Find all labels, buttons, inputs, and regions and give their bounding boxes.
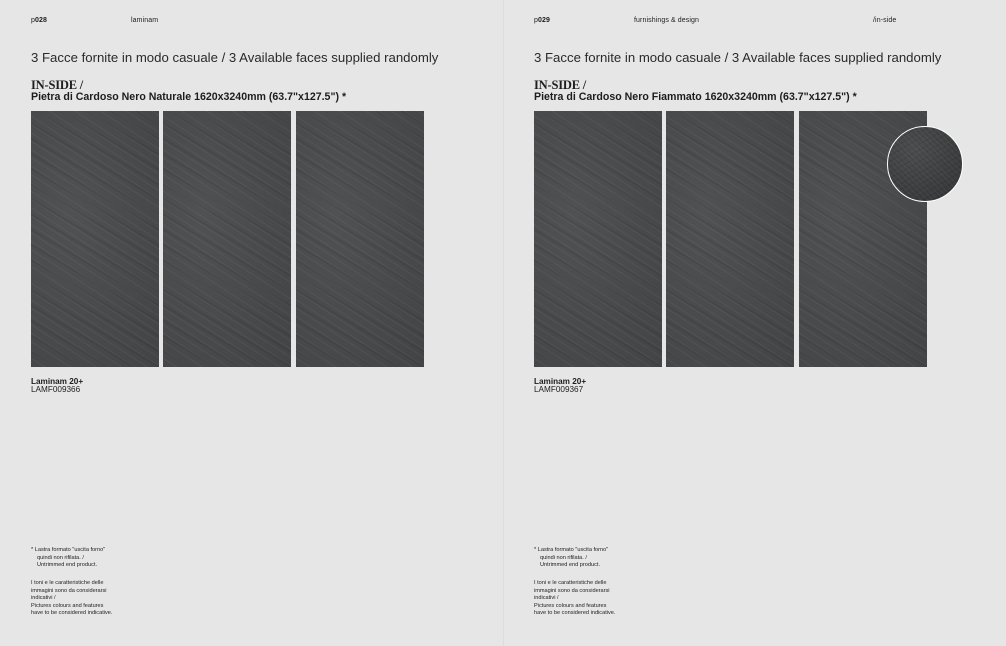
footnote-line: quindi non rifilata. /: [540, 554, 587, 561]
slab-face-2: [666, 111, 794, 367]
slab-face-3: [296, 111, 424, 367]
footnote-line: have to be considered indicative.: [534, 610, 616, 617]
footnote-line: Untrimmed end product.: [540, 562, 601, 569]
footnote-trim: [31, 547, 141, 570]
product-subtitle: Pietra di Cardoso Nero Naturale 1620x3240mm (63.7"x127.5") *: [31, 91, 347, 103]
product-subtitle: Pietra di Cardoso Nero Fiammato 1620x3240mm (63.7"x127.5") *: [534, 91, 857, 103]
page-number-value: 029: [538, 17, 550, 24]
product-name: Laminam 20+: [534, 377, 587, 386]
headline: 3 Facce fornite in modo casuale / 3 Available faces supplied randomly: [31, 50, 439, 65]
product-code: LAMF009367: [534, 385, 584, 394]
slab-images: [534, 111, 927, 367]
headline: 3 Facce fornite in modo casuale / 3 Available faces supplied randomly: [534, 50, 942, 65]
footnote-trim: [534, 547, 644, 570]
page-number-value: 028: [35, 17, 47, 24]
footnote-line: Pictures colours and features: [534, 602, 607, 609]
page-prefix: p: [534, 17, 538, 24]
brand-logo: IN-SIDE /: [534, 78, 587, 92]
collection-tag: /in-side: [873, 17, 897, 24]
footnote-colours: [534, 580, 644, 618]
footnote-line: immagini sono da considerarsi: [31, 587, 107, 594]
texture-zoom-detail: [887, 126, 963, 202]
page-number: [534, 17, 550, 24]
page-prefix: p: [31, 17, 35, 24]
footnote-line: * Lastra formato "uscita forno": [534, 547, 609, 553]
section-label: laminam: [131, 17, 159, 24]
footnote-colours: [31, 580, 141, 618]
footnote-line: I toni e le caratteristiche delle: [534, 580, 607, 586]
footnote-line: indicativi /: [31, 595, 56, 602]
footnote-line: immagini sono da considerarsi: [534, 587, 610, 594]
footnote-line: I toni e le caratteristiche delle: [31, 580, 104, 586]
slab-images: [31, 111, 424, 367]
footnote-line: Pictures colours and features: [31, 602, 104, 609]
footnote-line: indicativi /: [534, 595, 559, 602]
product-code: LAMF009366: [31, 385, 81, 394]
slab-face-2: [163, 111, 291, 367]
section-label: furnishings & design: [634, 17, 700, 24]
page-number: [31, 17, 47, 24]
footnote-line: quindi non rifilata. /: [37, 554, 84, 561]
footnote-line: * Lastra formato "uscita forno": [31, 547, 106, 553]
footnote-line: Untrimmed end product.: [37, 562, 98, 569]
right-page: [503, 0, 1006, 646]
footnote-line: have to be considered indicative.: [31, 610, 113, 617]
product-name: Laminam 20+: [31, 377, 84, 386]
slab-face-1: [534, 111, 662, 367]
brand-logo: IN-SIDE /: [31, 78, 84, 92]
slab-face-1: [31, 111, 159, 367]
